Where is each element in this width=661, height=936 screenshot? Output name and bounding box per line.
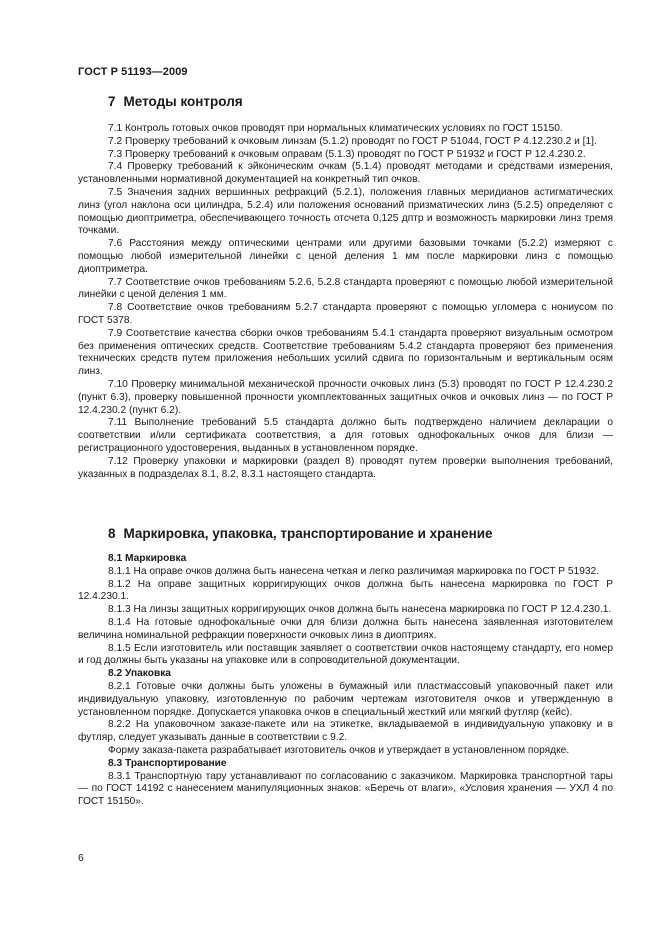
paragraph: 8.1.2 На оправе защитных корригирующих очков должна быть нанесена маркировка по ГОСТ Р 12.4.230.1.: [78, 578, 613, 603]
section-7-heading: [78, 94, 611, 109]
section-7-number: 7: [108, 94, 116, 109]
paragraph: 7.6 Расстояния между оптическими центрами или другими базовыми точками (5.2.2) измеряют с помощью любой измерительной линейки с ценой деления 1 мм после маркировки линз с помощью диоптриметра.: [78, 238, 613, 275]
paragraph: 8.1.1 На оправе очков должна быть нанесена четкая и легко различимая маркировка по ГОСТ Р 51932.: [108, 565, 600, 577]
paragraph: 8.2.2 На упаковочном заказе-пакете или на этикетке, вкладываемой в индивидуальную упаковку и в футляр, следует указывать данные в соответствии с 9.2.: [78, 719, 613, 744]
subsection-heading: 8.3 Транспортирование: [108, 757, 227, 769]
paragraph: 8.1.4 На готовые однофокальные очки для близи должна быть нанесена заявленная изготовителем величина номинальной рефракции поверхности очковых линз в диоптриях.: [78, 616, 613, 641]
paragraph: 7.3 Проверку требований к очковым оправам (5.1.3) проводят по ГОСТ Р 51932 и ГОСТ Р 12.4.230.2.: [108, 148, 586, 160]
section-8-number: 8: [108, 526, 116, 541]
paragraph: Форму заказа-пакета разрабатывает изготовитель очков и утверждает в установленном порядке.: [108, 744, 570, 756]
paragraph: 8.3.1 Транспортную тару устанавливают по согласованию с заказчиком. Маркировка транспортной тары — по ГОСТ 14192 с нанесением манипуляционных знаков: «Беречь от влаги», «Условия хранения — УХЛ 4 по ГОСТ 15150».: [78, 770, 613, 808]
paragraph: 7.11 Выполнение требований 5.5 стандарта должно быть подтверждено наличием декларации о соответствии и/или сертификата соответствия, а для готовых однофокальных очков для близи — регистрационного удостоверения, выданных в установленном порядке.: [78, 417, 613, 454]
paragraph: 7.9 Соответствие качества сборки очков требованиям 5.4.1 стандарта проверяют визуальным осмотром без применения оптических средств. Соответствие требованиям 5.4.2 стандарта проверяют без применения технических средств путем приложения небольших усилий сдвига по горизонтальным и вертикальным осям линз.: [78, 327, 613, 378]
document-header: ГОСТ Р 51193—2009: [78, 66, 188, 78]
paragraph: 8.1.5 Если изготовитель или поставщик заявляет о соответствии очков настоящему стандарту, его номер и год должны быть указаны на упаковке или в сопроводительной документации.: [78, 642, 613, 667]
section-7-body: [78, 123, 613, 481]
paragraph: 8.2.1 Готовые очки должны быть уложены в бумажный или пластмассовый упаковочный пакет или индивидуальную упаковку, изготовленную по рабочим чертежам изготовителя очков и утвержденную в установленном порядке. Допускается упаковка очков в специальный жесткий или мягкий футляр (кейс).: [78, 680, 613, 718]
paragraph: 7.5 Значения задних вершинных рефракций (5.2.1), положения главных меридианов астигматических линз (угол наклона оси цилиндра, 5.2.4) или положения оснований призматических линз (5.2.5) определяют с помощью диоптриметра, обеспечивающего точность отсчета 0,125 дптр и возможность маркировки линз тремя точками.: [78, 186, 613, 237]
paragraph: 7.2 Проверку требований к очковым линзам (5.1.2) проводят по ГОСТ Р 51044, ГОСТ Р 4.12.230.2 и [1].: [108, 135, 597, 147]
paragraph: 8.1.3 На линзы защитных корригирующих очков должна быть нанесена маркировка по ГОСТ Р 12.4.230.1.: [108, 604, 612, 616]
subsection-heading: 8.2 Упаковка: [108, 668, 171, 680]
page-number: 6: [78, 852, 84, 864]
paragraph: 7.10 Проверку минимальной механической прочности очковых линз (5.3) проводят по ГОСТ Р 12.4.230.2 (пункт 6.3), проверку повышенной прочности укомплектованных защитных очков и очковых линз — по ГОСТ Р 12.4.230.2 (пункт 6.2).: [78, 378, 613, 416]
paragraph: 7.8 Соответствие очков требованиям 5.2.7 стандарта проверяют с помощью угломера с нониусом по ГОСТ 5378.: [78, 302, 613, 326]
paragraph: 7.4 Проверку требований к эйконическим очкам (5.1.4) проводят методами и средствами измерения, установленными нормативной документацией на конкретный тип очков.: [78, 161, 613, 186]
section-8-heading: [78, 526, 611, 541]
section-8-body: [78, 553, 613, 809]
section-8-title: Маркировка, упаковка, транспортирование и хранение: [123, 526, 493, 541]
subsection-heading: 8.1 Маркировка: [108, 553, 187, 564]
section-7-title: Методы контроля: [123, 94, 243, 109]
paragraph: 7.7 Соответствие очков требованиям 5.2.6, 5.2.8 стандарта проверяют с помощью любой измерительной линейки с ценой деления 1 мм.: [78, 276, 613, 301]
paragraph: 7.12 Проверку упаковки и маркировки (раздел 8) проводят путем проверки выполнения требований, указанных в подразделах 8.1, 8.2, 8.3.1 настоящего стандарта.: [78, 455, 613, 480]
paragraph: 7.1 Контроль готовых очков проводят при нормальных климатических условиях по ГОСТ 15150.: [108, 123, 563, 134]
